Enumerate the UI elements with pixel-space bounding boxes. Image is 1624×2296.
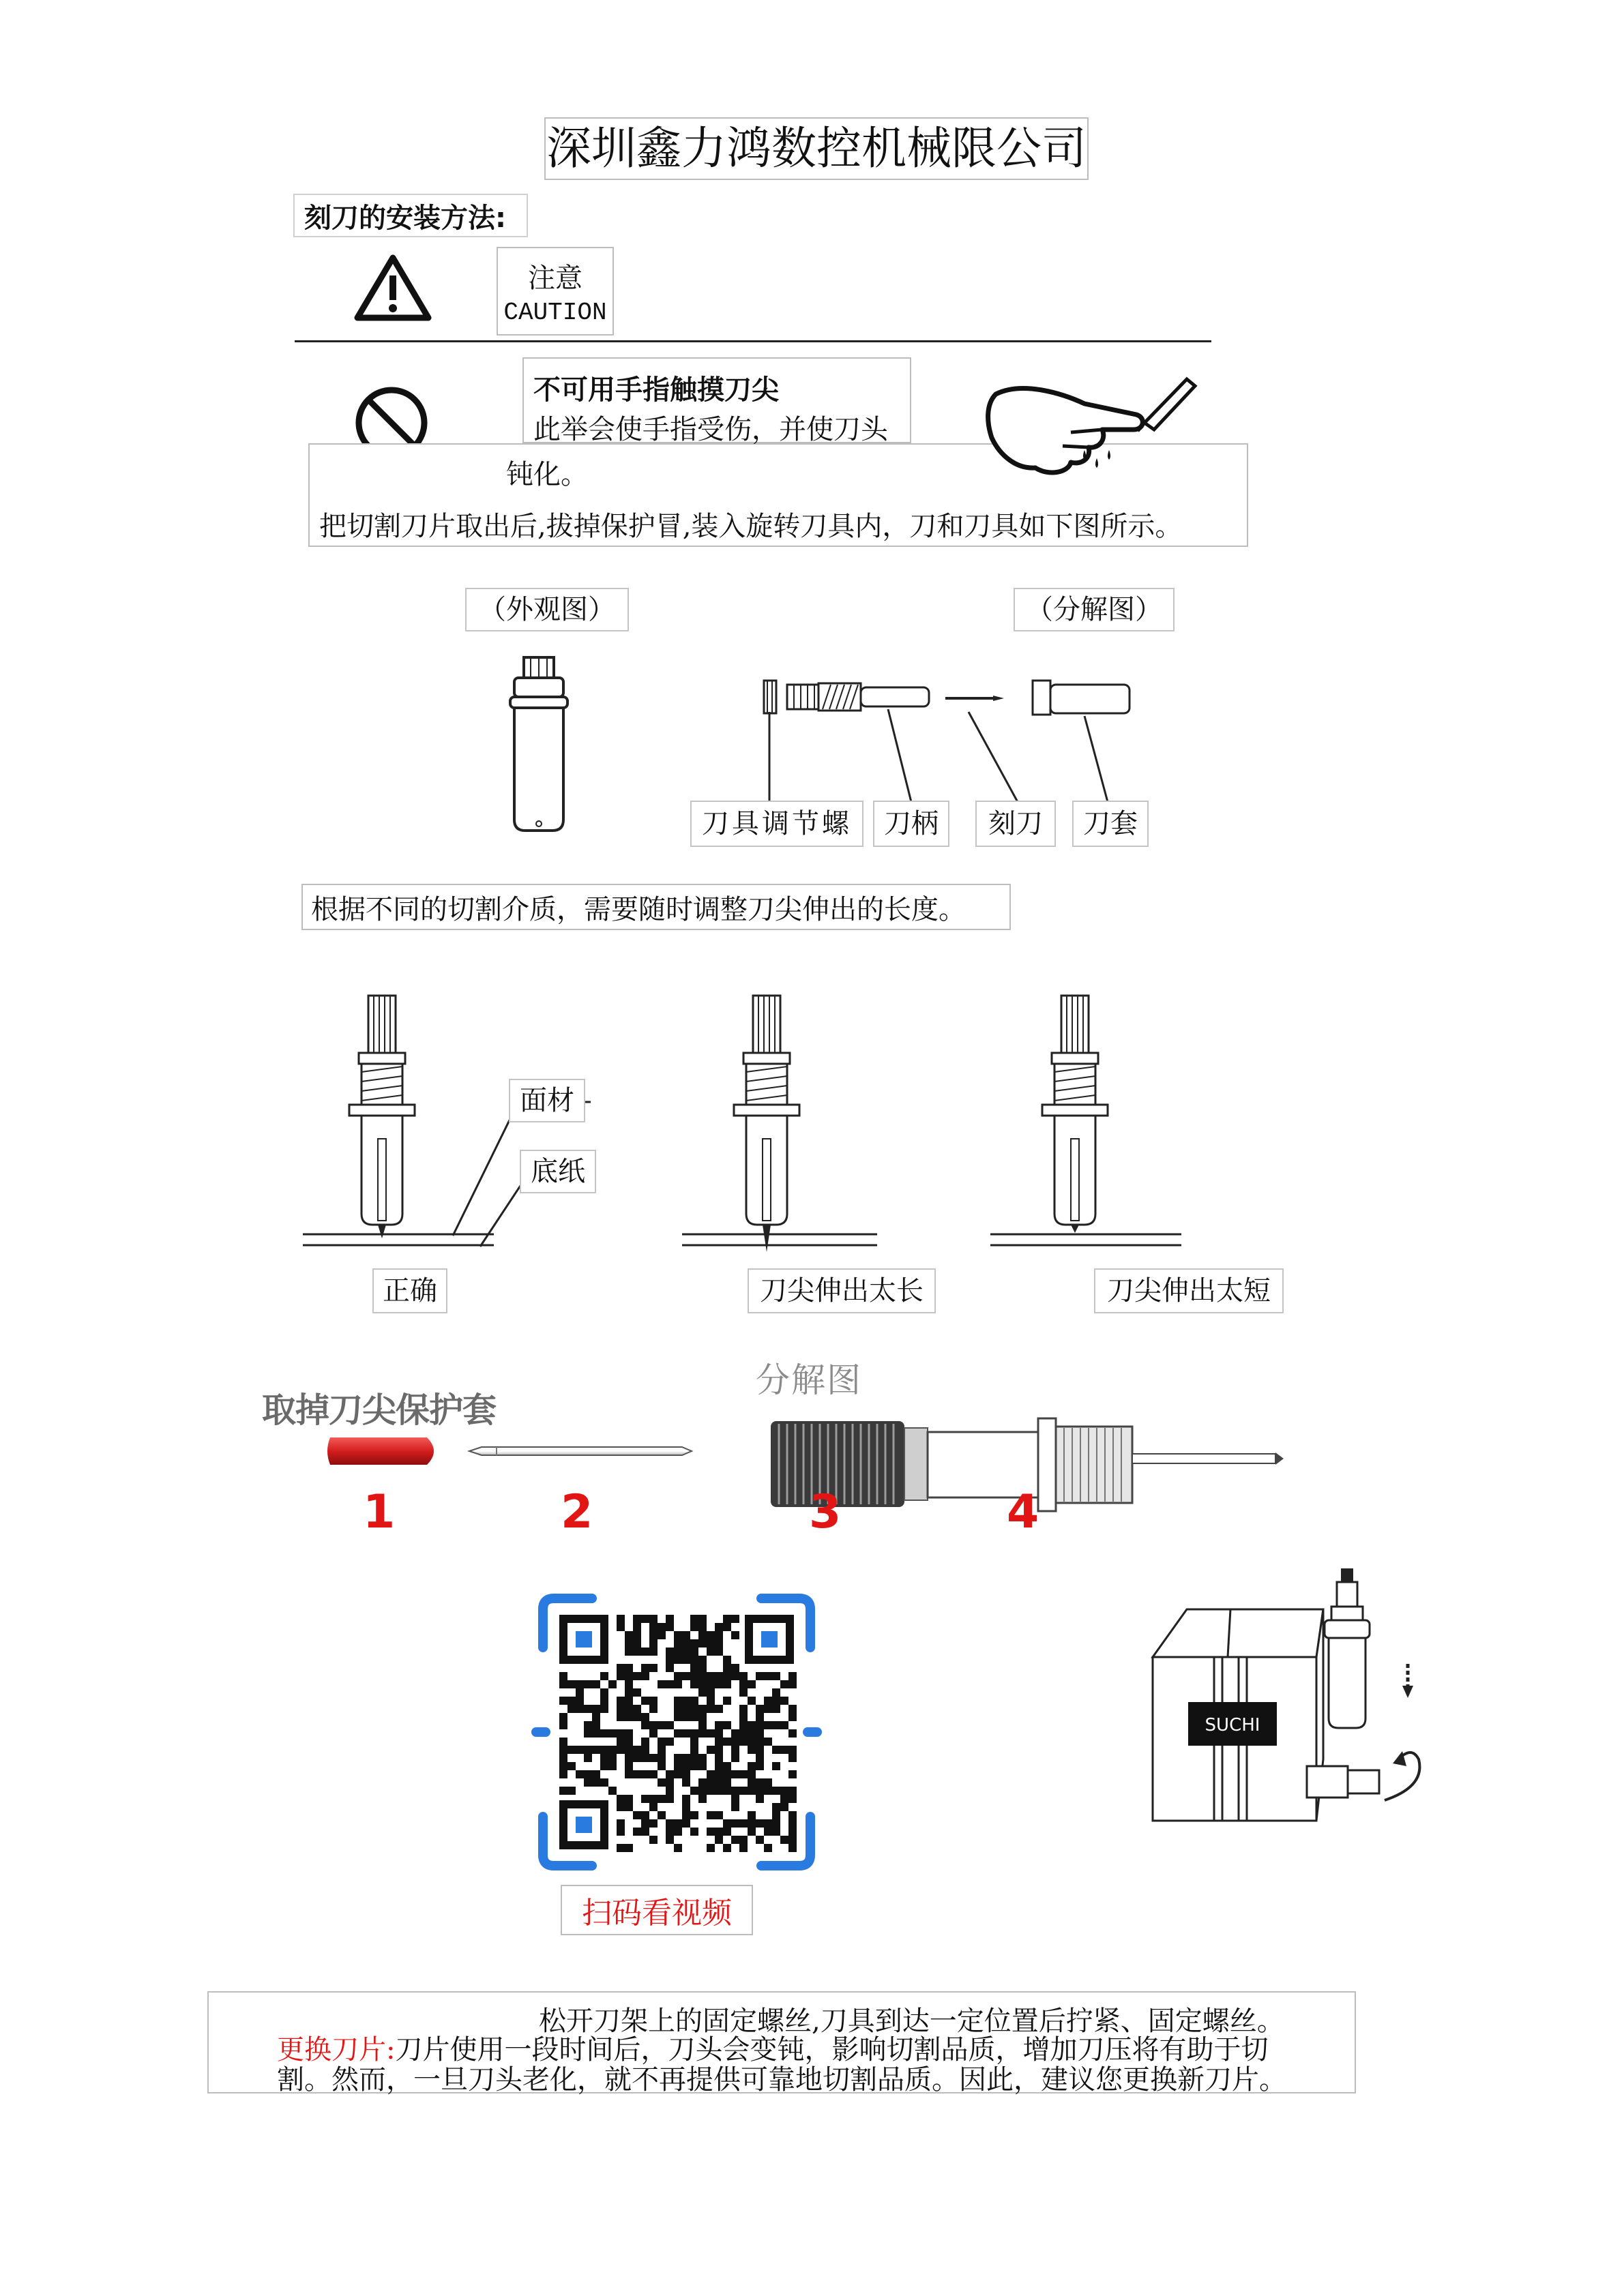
warning-box (522, 357, 911, 443)
warning-line2: 钝化。 (506, 459, 588, 490)
caution-en: CAUTION (503, 299, 607, 327)
install-heading-box (293, 194, 528, 237)
caution-cn: 注意 (528, 263, 582, 294)
adjust-note-box (301, 884, 1011, 930)
qr-caption-box (561, 1885, 753, 1935)
qr-caption: 扫码看视频 (582, 1896, 732, 1930)
warning-triangle-icon (353, 252, 432, 323)
qr-code[interactable] (533, 1589, 820, 1875)
divider-line (295, 340, 1211, 342)
company-title-box (544, 117, 1089, 180)
warning-title: 不可用手指触摸刀尖 (533, 374, 779, 406)
photo-heading: 取掉刀尖保护套 (262, 1390, 496, 1430)
label-too-long: 刀尖伸出太长 (748, 1268, 936, 1313)
bottom-line2: 刀片使用一段时间后，刀头会变钝，影响切割品质，增加刀压将有助于切 (395, 2034, 1269, 2066)
holder-sleeve-4 (928, 1418, 1284, 1511)
photo-num-2: 2 (561, 1485, 593, 1539)
company-title: 深圳鑫力鸿数控机械限公司 (546, 122, 1087, 175)
label-screw: 刀具调节螺 (690, 801, 863, 847)
label-correct: 正确 (372, 1268, 447, 1313)
photo-num-1: 1 (363, 1485, 396, 1539)
holder-body-3 (771, 1421, 928, 1507)
adjust-note: 根据不同的切割介质，需要随时调整刀尖伸出的长度。 (311, 893, 966, 925)
blade-holder-assembled (498, 655, 580, 836)
label-sleeve: 刀套 (1072, 801, 1149, 847)
blade-2 (469, 1447, 692, 1455)
label-handle: 刀柄 (873, 801, 949, 847)
machine-label: SUCHI (1205, 1715, 1260, 1735)
exterior-view-label: （外观图） (465, 588, 629, 631)
install-heading: 刻刀的安装方法: (304, 202, 506, 234)
warning-line1: 此举会使手指受伤，并使刀头 (533, 414, 888, 445)
exploded-view-label: （分解图） (1014, 588, 1175, 631)
bottom-line3: 割。然而，一旦刀头老化，就不再提供可靠地切割品质。因此，建议您更换新刀片。 (277, 2064, 1286, 2096)
replace-blade-label: 更换刀片: (277, 2034, 396, 2066)
finger-touch-icon (982, 374, 1200, 476)
label-too-short: 刀尖伸出太短 (1094, 1268, 1284, 1313)
photo-exploded-title: 分解图 (756, 1360, 862, 1400)
photo-num-3: 3 (809, 1485, 842, 1539)
label-material: 面材 (509, 1079, 585, 1122)
bottom-line1: 松开刀架上的固定螺丝,刀具到达一定位置后拧紧、固定螺丝。 (539, 2006, 1284, 2037)
label-blade: 刻刀 (975, 801, 1056, 847)
label-backing: 底纸 (520, 1150, 596, 1193)
cap-1 (327, 1437, 434, 1465)
depth-diagrams (0, 982, 1624, 1268)
photo-num-4: 4 (1007, 1485, 1039, 1539)
bottom-box (207, 1991, 1356, 2096)
part-leader-lines (750, 682, 1160, 818)
instruction-text: 把切割刀片取出后,拔掉保护冒,装入旋转刀具内，刀和刀具如下图所示。 (319, 511, 1183, 542)
caution-box (497, 247, 614, 336)
cutter-machine-illustration (1146, 1562, 1439, 1848)
